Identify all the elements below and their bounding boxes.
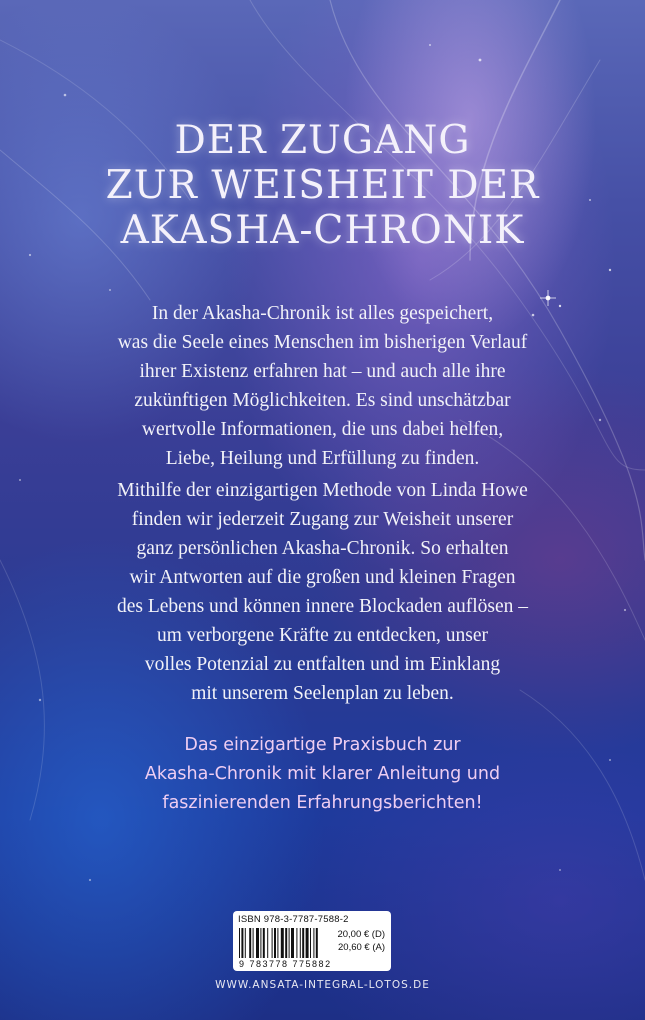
barcode-bar [253, 928, 254, 958]
headline [0, 118, 645, 253]
text-line: um verborgene Kräfte zu entdecken, unser [157, 625, 488, 646]
headline-line: DER ZUGANG [174, 118, 471, 163]
price-germany: 20,00 € (D) [337, 929, 385, 940]
text-line: Liebe, Heilung und Erfüllung zu finden. [165, 448, 480, 469]
text-line: finden wir jederzeit Zugang zur Weisheit unserer [131, 509, 514, 530]
text-line: volles Potenzial zu entfalten und im Einklang [144, 654, 501, 675]
headline-line: AKASHA-CHRONIK [120, 208, 525, 253]
tagline-line: Das einzigartige Praxisbuch zur [184, 735, 461, 755]
barcode-bar [267, 928, 268, 958]
barcode-bar [306, 928, 309, 958]
barcode-bar [249, 928, 251, 958]
headline-line: ZUR WEISHEIT DER [105, 163, 540, 208]
barcode-bar [239, 928, 240, 958]
publisher-website: WWW.ANSATA-INTEGRAL-LOTOS.DE [215, 979, 430, 991]
barcode-label [233, 911, 391, 971]
barcode-bar [281, 928, 284, 958]
barcode-bar [277, 928, 278, 958]
barcode-bar [310, 928, 311, 958]
text-line: wertvolle Informationen, die uns dabei helfen, [141, 419, 504, 440]
tagline-line: Akasha-Chronik mit klarer Anleitung und [144, 764, 501, 784]
barcode-bar [300, 928, 301, 958]
barcode-bar [316, 928, 318, 958]
tagline [40, 731, 605, 818]
barcode-bar [241, 928, 243, 958]
barcode-bar [256, 928, 259, 958]
description-paragraph-2 [40, 476, 605, 708]
text-line: In der Akasha-Chronik ist alles gespeichert, [151, 303, 494, 324]
text-line: mit unserem Seelenplan zu leben. [191, 683, 454, 704]
tagline-line: faszinierenden Erfahrungsberichten! [162, 793, 483, 813]
text-line: ganz persönlichen Akasha-Chronik. So erhalten [136, 538, 509, 559]
barcode-bar [274, 928, 276, 958]
text-line: wir Antworten auf die großen und kleinen Fragen [129, 567, 516, 588]
price-austria: 20,60 € (A) [338, 942, 385, 953]
barcode-bar [272, 928, 273, 958]
text-line: des Lebens und können innere Blockaden auflösen – [116, 596, 528, 617]
barcode-bar [289, 928, 290, 958]
description-paragraph-1 [40, 299, 605, 473]
barcode-bar [302, 928, 304, 958]
text-line: Mithilfe der einzigartigen Methode von Linda Howe [117, 480, 528, 501]
barcode-bar [285, 928, 287, 958]
barcode-digits: 9 783778 775882 [239, 959, 332, 969]
barcode-icon [239, 928, 341, 958]
barcode-bar [291, 928, 294, 958]
barcode-bar [245, 928, 246, 958]
barcode-bar [296, 928, 297, 958]
barcode-bar [313, 928, 314, 958]
barcode-bar [260, 928, 261, 958]
barcode-bar [263, 928, 265, 958]
text-line: was die Seele eines Menschen im bisherigen Verlauf [117, 332, 528, 353]
text-line: zukünftigen Möglichkeiten. Es sind unschätzbar [134, 390, 511, 411]
isbn-number: ISBN 978-3-7787-7588-2 [238, 914, 349, 925]
text-line: ihrer Existenz erfahren hat – und auch alle ihre [139, 361, 506, 382]
